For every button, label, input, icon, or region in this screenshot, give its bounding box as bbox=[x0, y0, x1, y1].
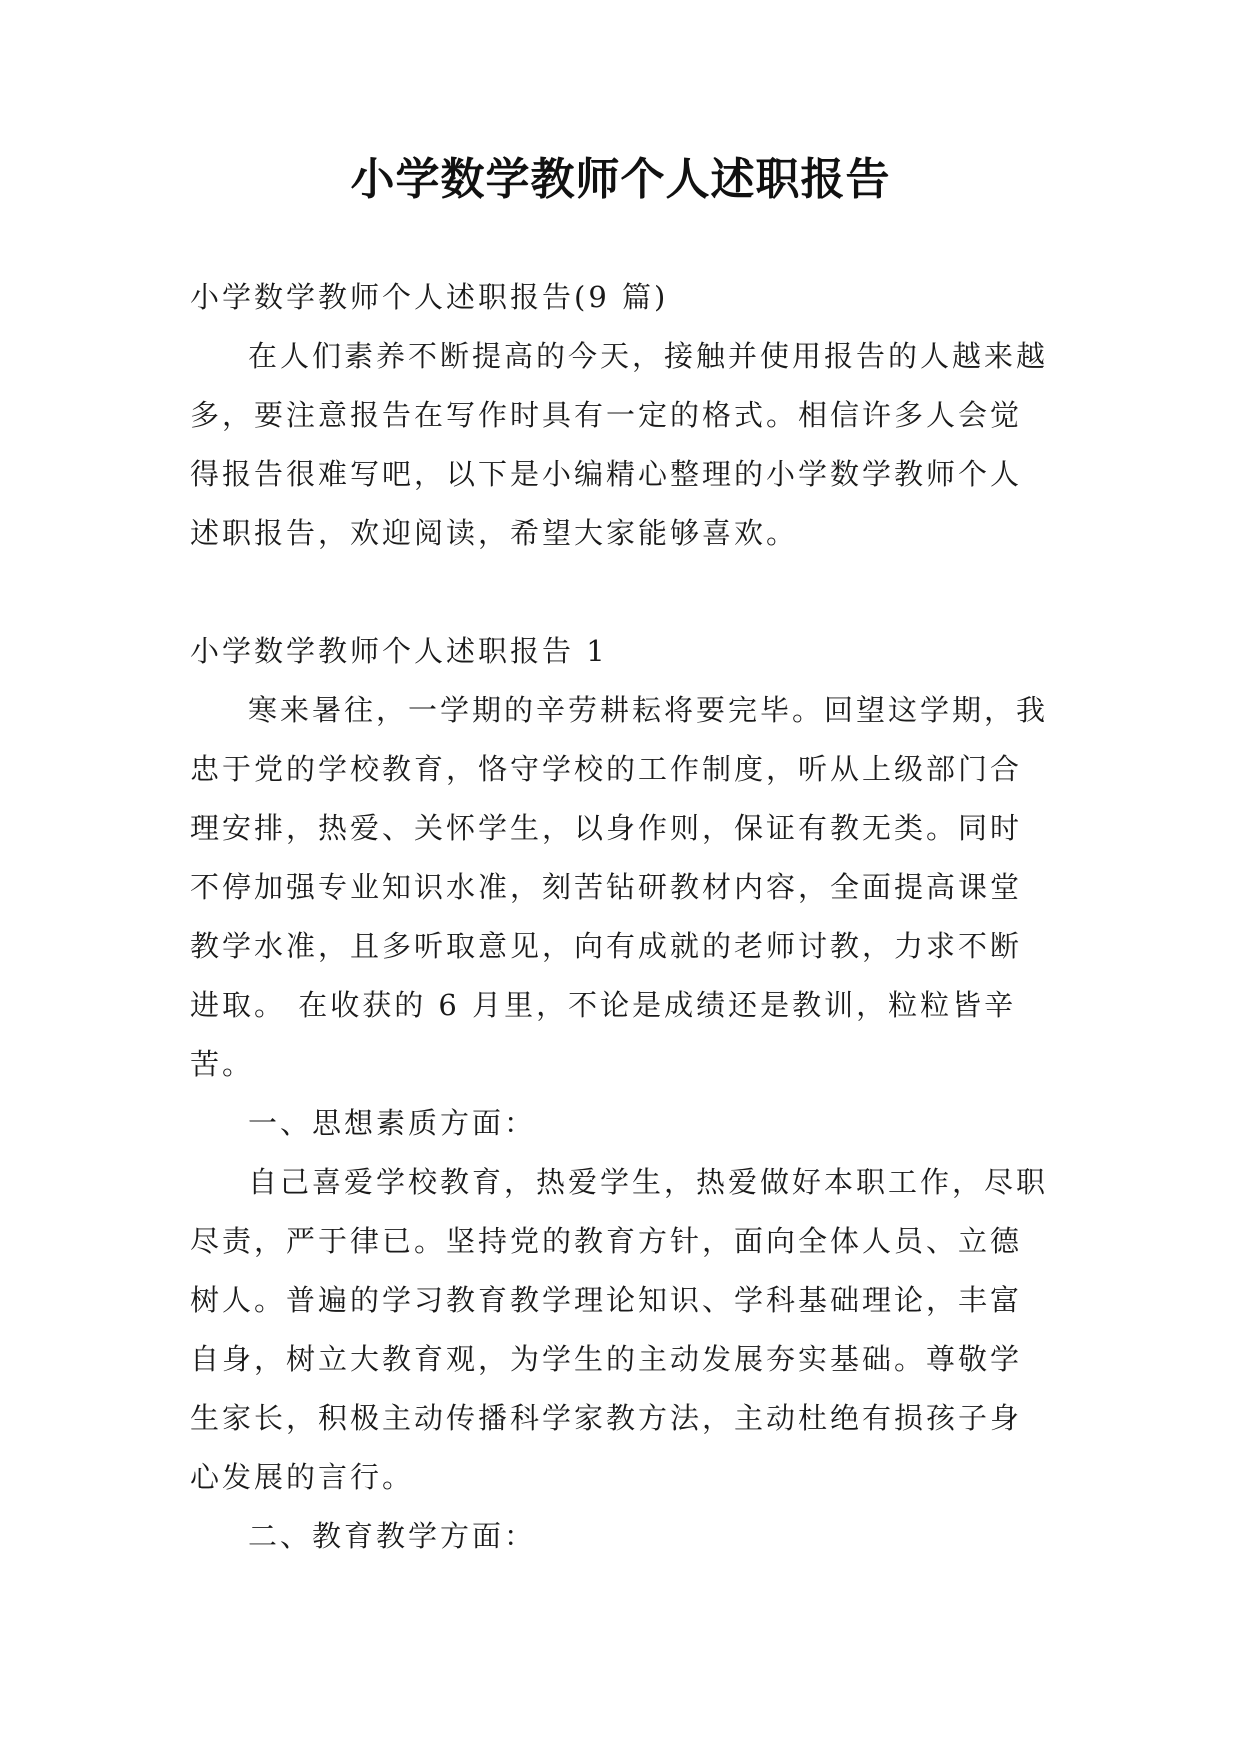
document-body bbox=[190, 268, 1050, 1566]
section-heading: 小学数学教师个人述职报告 1 bbox=[190, 634, 608, 668]
document-subtitle: 小学数学教师个人述职报告(9 篇) bbox=[190, 280, 669, 314]
paragraph-2: 自己喜爱学校教育，热爱学生，热爱做好本职工作，尽职尽责，严于律已。坚持党的教育方针，面向全体人员、立德树人。普遍的学习教育教学理论知识、学科基础理论，丰富自身，树立大教育观，为学生的主动发展夯实基础。尊敬学生家长，积极主动传播科学家教方法，主动杜绝有损孩子身心发展的言行。 bbox=[190, 1165, 1049, 1494]
document-title: 小学数学教师个人述职报告 bbox=[350, 154, 891, 205]
heading-thought-quality: 一、思想素质方面： bbox=[248, 1106, 537, 1140]
intro-paragraph: 在人们素养不断提高的今天，接触并使用报告的人越来越多，要注意报告在写作时具有一定的格式。相信许多人会觉得报告很难写吧，以下是小编精心整理的小学数学教师个人述职报告，欢迎阅读，希望大家能够喜欢。 bbox=[190, 339, 1049, 550]
paragraph-1: 寒来暑往，一学期的辛劳耕耘将要完毕。回望这学期，我忠于党的学校教育，恪守学校的工作制度，听从上级部门合理安排，热爱、关怀学生，以身作则，保证有教无类。同时不停加强专业知识水准，刻苦钻研教材内容，全面提高课堂教学水准，且多听取意见，向有成就的老师讨教，力求不断进取。 在收获的 6 月里，不论是成绩还是教训，粒粒皆辛苦。 bbox=[190, 693, 1049, 1081]
heading-teaching: 二、教育教学方面： bbox=[248, 1519, 537, 1553]
